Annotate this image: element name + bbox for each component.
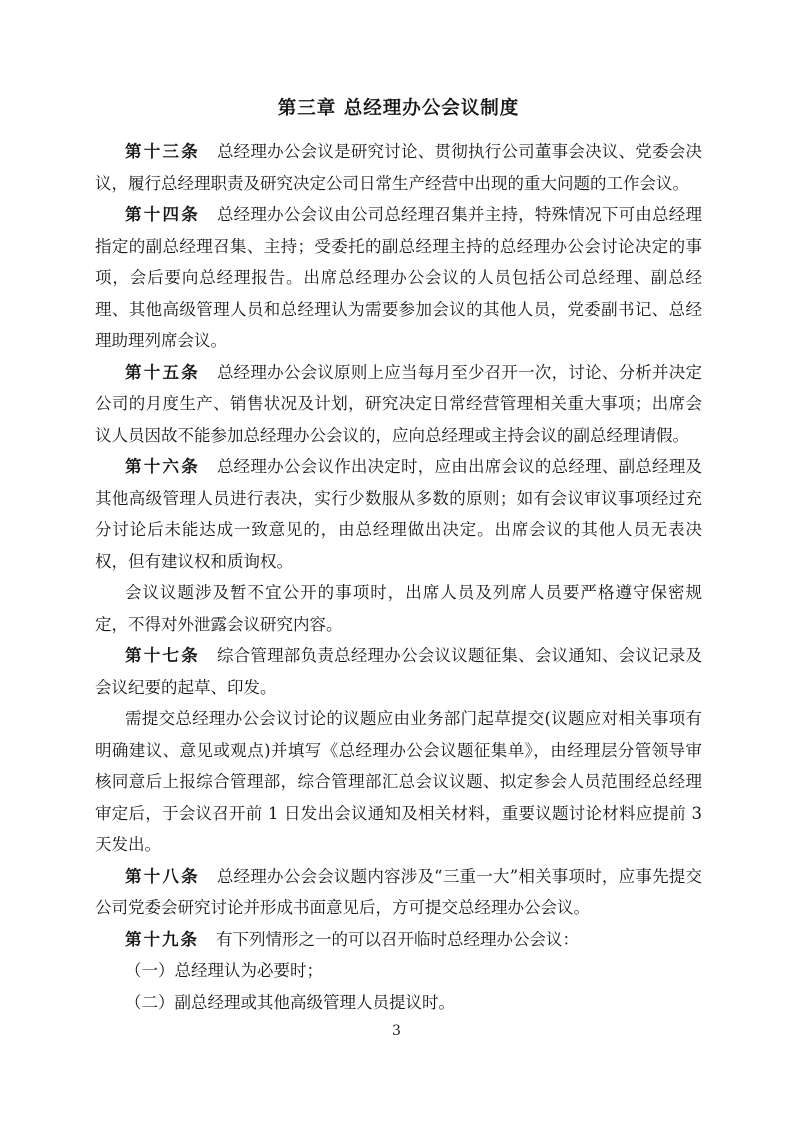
paragraph-text: 总经理办公会会议题内容涉及“三重一大”相关事项时，应事先提交公司党委会研究讨论并形成书面意见后，方可提交总经理办公会议。 xyxy=(95,866,703,917)
paragraph xyxy=(95,451,702,577)
paragraph xyxy=(95,987,702,1019)
paragraph xyxy=(95,703,702,861)
paragraph-text: 会议议题涉及暂不宜公开的事项时，出席人员及列席人员要严格遵守保密规定，不得对外泄露会议研究内容。 xyxy=(95,583,702,634)
article-number-label: 第十四条 xyxy=(125,205,200,224)
paragraph-text: 需提交总经理办公会议讨论的议题应由业务部门起草提交(议题应对相关事项有明确建议、意见或观点)并填写《总经理办公会议题征集单》，由经理层分管领导审核同意后上报综合管理部，综合管理部汇总会议议题、拟定参会人员范围经总经理审定后，于会议召开前 1 日发出会议通知及相关材料，重要议题讨论材料应提前 3 天发出。 xyxy=(95,709,702,854)
paragraph xyxy=(95,199,702,357)
paragraph-text: 有下列情形之一的可以召开临时总经理办公会议： xyxy=(216,929,579,949)
paragraph xyxy=(95,136,702,199)
paragraph-text: （二）副总经理或其他高级管理人员提议时。 xyxy=(125,992,455,1012)
document-body xyxy=(95,136,702,1018)
page-number: 3 xyxy=(392,1023,401,1039)
paragraph-text: 综合管理部负责总经理办公会议议题征集、会议通知、会议记录及会议纪要的起草、印发。 xyxy=(95,646,702,697)
paragraph xyxy=(95,861,702,924)
paragraph xyxy=(95,577,702,640)
paragraph-text: 总经理办公会议由公司总经理召集并主持，特殊情况下可由总经理指定的副总经理召集、主持；受委托的副总经理主持的总经理办公会讨论决定的事项，会后要向总经理报告。出席总经理办公会议的人员包括公司总经理、副总经理、其他高级管理人员和总经理认为需要参加会议的其他人员，党委副书记、总经理助理列席会议。 xyxy=(95,205,702,350)
article-number-label: 第十三条 xyxy=(125,142,200,161)
paragraph-text: （一）总经理认为必要时； xyxy=(125,961,323,980)
paragraph xyxy=(95,357,702,452)
paragraph xyxy=(95,955,702,987)
article-number-label: 第十七条 xyxy=(125,646,200,665)
paragraph-text: 总经理办公会议原则上应当每月至少召开一次，讨论、分析并决定公司的月度生产、销售状况及计划，研究决定日常经营管理相关重大事项；出席会议人员因故不能参加总经理办公会议的，应向总经理或主持会议的副总经理请假。 xyxy=(95,362,702,445)
paragraph-text: 总经理办公会议作出决定时，应由出席会议的总经理、副总经理及其他高级管理人员进行表决，实行少数服从多数的原则；如有会议审议事项经过充分讨论后未能达成一致意见的，由总经理做出决定。出席会议的其他人员无表决权，但有建议权和质询权。 xyxy=(95,457,702,571)
paragraph xyxy=(95,640,702,703)
article-number-label: 第十六条 xyxy=(125,457,200,476)
paragraph-text: 总经理办公会议是研究讨论、贯彻执行公司董事会决议、党委会决议，履行总经理职责及研究决定公司日常生产经营中出现的重大问题的工作会议。 xyxy=(95,142,702,193)
article-number-label: 第十九条 xyxy=(125,929,199,949)
chapter-title: 第三章 总经理办公会议制度 xyxy=(277,98,520,119)
article-number-label: 第十五条 xyxy=(125,362,200,382)
paragraph xyxy=(95,924,702,956)
article-number-label: 第十八条 xyxy=(125,866,200,886)
document-content xyxy=(95,95,702,1018)
